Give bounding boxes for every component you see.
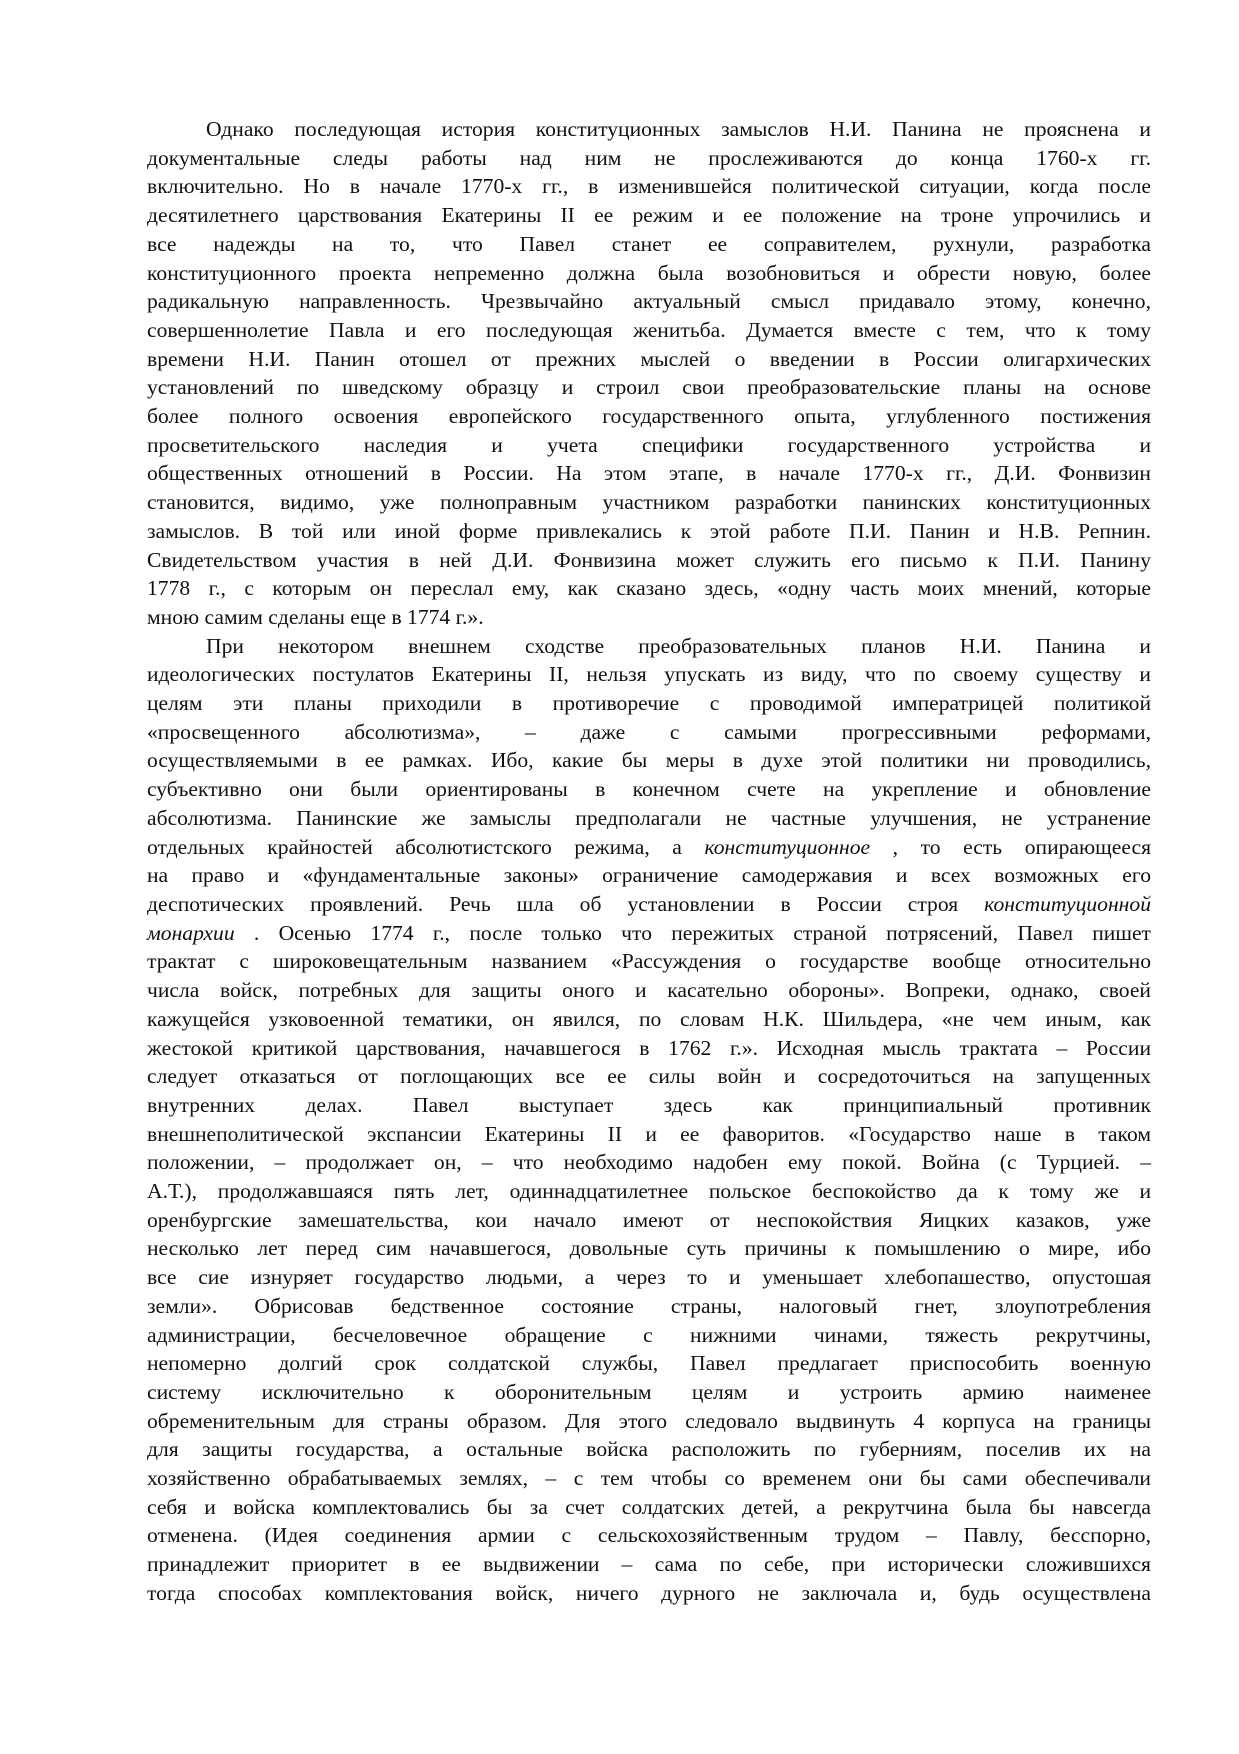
text-line	[147, 1148, 1151, 1177]
text-line	[147, 947, 1151, 976]
text-run: числа войск, потребных для защиты оного и касательно обороны». Вопреки, однако, своей	[147, 978, 1151, 1003]
text-line	[147, 1349, 1151, 1378]
text-line	[147, 861, 1151, 890]
text-line	[147, 1407, 1151, 1436]
text-line	[147, 775, 1151, 804]
text-run: следует отказаться от поглощающих все ее силы войн и сосредоточиться на запущенных	[147, 1064, 1151, 1089]
text-line	[147, 1177, 1151, 1206]
text-line	[147, 660, 1151, 689]
text-run: обременительным для страны образом. Для этого следовало выдвинуть 4 корпуса на границы	[147, 1408, 1151, 1433]
text-run: Однако последующая история конституционных замыслов Н.И. Панина не прояснена и	[206, 117, 1151, 141]
text-run: отменена. (Идея соединения армии с сельскохозяйственным трудом – Павлу, бесспорно,	[147, 1523, 1151, 1548]
text-run: все надежды на то, что Павел станет ее соправителем, рухнули, разработка	[147, 231, 1151, 256]
text-line	[147, 546, 1151, 575]
text-line	[147, 1091, 1151, 1120]
body-paragraph	[147, 115, 1151, 632]
text-line	[147, 890, 1151, 919]
text-run: положении, – продолжает он, – что необходимо надобен ему покой. Война (с Турцией. –	[147, 1150, 1151, 1175]
text-line	[147, 459, 1151, 488]
text-run: Свидетельством участия в ней Д.И. Фонвизина может служить его письмо к П.И. Панину	[147, 547, 1151, 572]
text-run: осуществляемыми в ее рамках. Ибо, какие бы меры в духе этой политики ни проводились,	[147, 748, 1151, 773]
document-page	[147, 115, 1151, 1608]
text-run: более полного освоения европейского государственного опыта, углубленного постижения	[147, 404, 1151, 429]
text-line	[147, 373, 1151, 402]
text-line	[147, 1550, 1151, 1579]
text-line	[147, 689, 1151, 718]
text-run: идеологических постулатов Екатерины II, нельзя упускать из виду, что по своему существу и	[147, 662, 1151, 687]
text-run: документальные следы работы над ним не прослеживаются до конца 1760-х гг.	[147, 145, 1151, 170]
text-line	[147, 1292, 1151, 1321]
text-run: кажущейся узковоенной тематики, он явился, по словам Н.К. Шильдера, «не чем иным, как	[147, 1006, 1151, 1031]
text-run: отдельных крайностей абсолютистского режима, а	[147, 834, 705, 859]
text-run: администрации, бесчеловечное обращение с нижними чинами, тяжесть рекрутчины,	[147, 1322, 1151, 1347]
text-run: времени Н.И. Панин отошел от прежних мыслей о введении в России олигархических	[147, 346, 1151, 371]
text-line	[147, 230, 1151, 259]
text-run: хозяйственно обрабатываемых землях, – с тем чтобы со временем они бы сами обеспечивали	[147, 1466, 1151, 1491]
text-run: радикальную направленность. Чрезвычайно актуальный смысл придавало этому, конечно,	[147, 289, 1151, 314]
text-run: жестокой критикой царствования, начавшегося в 1762 г.». Исходная мысль трактата – России	[147, 1035, 1151, 1060]
text-line	[147, 1579, 1151, 1608]
text-run: замыслов. В той или иной форме привлекались к этой работе П.И. Панин и Н.В. Репнин.	[147, 518, 1151, 543]
text-run: При некотором внешнем сходстве преобразовательных планов Н.И. Панина и	[206, 633, 1151, 658]
text-run: для защиты государства, а остальные войска расположить по губерниям, поселив их на	[147, 1437, 1151, 1462]
text-run: установлений по шведскому образцу и строил свои преобразовательские планы на основе	[147, 375, 1151, 400]
text-run: 1778 г., с которым он переслал ему, как сказано здесь, «одну часть моих мнений, которые	[147, 576, 1151, 601]
text-run: несколько лет перед сим начавшегося, довольные суть причины к помышлению о мире, ибо	[147, 1236, 1151, 1261]
text-line	[147, 402, 1151, 431]
text-line	[147, 1493, 1151, 1522]
text-line	[147, 201, 1151, 230]
text-line	[147, 1206, 1151, 1235]
italic-term: монархии	[147, 920, 235, 945]
text-line	[147, 287, 1151, 316]
text-run: совершеннолетие Павла и его последующая женитьба. Думается вместе с тем, что к тому	[147, 317, 1151, 342]
text-run: включительно. Но в начале 1770-х гг., в изменившейся политической ситуации, когда после	[147, 174, 1151, 199]
text-line	[147, 603, 1151, 632]
text-run: . Осенью 1774 г., после только что пережитых страной потрясений, Павел пишет	[234, 920, 1151, 945]
text-run: А.Т.), продолжавшаяся пять лет, одиннадцатилетнее польское беспокойство да к тому же и	[147, 1179, 1151, 1204]
text-line	[147, 1435, 1151, 1464]
text-run: «просвещенного абсолютизма», – даже с самыми прогрессивными реформами,	[147, 719, 1151, 744]
text-run: деспотических проявлений. Речь шла об установлении в России строя	[147, 891, 985, 916]
text-line	[147, 574, 1151, 603]
text-run: трактат с широковещательным названием «Рассуждения о государстве вообще относительно	[147, 949, 1151, 974]
text-run: десятилетнего царствования Екатерины II ее режим и ее положение на троне упрочились и	[147, 203, 1151, 228]
text-line	[147, 1378, 1151, 1407]
text-run: внутренних делах. Павел выступает здесь как принципиальный противник	[147, 1092, 1151, 1117]
text-line	[147, 345, 1151, 374]
text-line	[147, 1521, 1151, 1550]
text-line	[147, 718, 1151, 747]
text-line	[147, 1234, 1151, 1263]
text-line	[147, 1464, 1151, 1493]
text-line	[147, 1034, 1151, 1063]
text-run: целям эти планы приходили в противоречие с проводимой императрицей политикой	[147, 691, 1151, 716]
text-run: становится, видимо, уже полноправным участником разработки панинских конституционных	[147, 490, 1151, 515]
text-run: непомерно долгий срок солдатской службы, Павел предлагает приспособить военную	[147, 1351, 1151, 1376]
text-run: субъективно они были ориентированы в конечном счете на укрепление и обновление	[147, 777, 1151, 802]
text-run: тогда способах комплектования войск, ничего дурного не заключала и, будь осуществлена	[147, 1580, 1151, 1605]
text-line	[147, 115, 1151, 144]
text-run: на право и «фундаментальные законы» ограничение самодержавия и всех возможных его	[147, 863, 1151, 888]
text-run: земли». Обрисовав бедственное состояние страны, налоговый гнет, злоупотребления	[147, 1293, 1151, 1318]
text-line	[147, 259, 1151, 288]
text-run: все сие изнуряет государство людьми, а через то и уменьшает хлебопашество, опустошая	[147, 1265, 1151, 1290]
italic-term: конституционное	[704, 834, 871, 859]
text-line	[147, 804, 1151, 833]
text-line	[147, 172, 1151, 201]
text-run: мною самим сделаны еще в 1774 г.».	[147, 604, 484, 629]
text-line	[147, 833, 1151, 862]
text-run: систему исключительно к оборонительным целям и устроить армию наименее	[147, 1379, 1151, 1404]
text-line	[147, 1005, 1151, 1034]
text-line	[147, 1120, 1151, 1149]
text-line	[147, 316, 1151, 345]
text-line	[147, 976, 1151, 1005]
text-run: просветительского наследия и учета специфики государственного устройства и	[147, 432, 1151, 457]
text-line	[147, 746, 1151, 775]
text-line	[147, 144, 1151, 173]
text-run: оренбургские замешательства, кои начало имеют от неспокойствия Яицких казаков, уже	[147, 1207, 1151, 1232]
text-run: конституционного проекта непременно должна была возобновиться и обрести новую, более	[147, 260, 1151, 285]
text-line	[147, 1062, 1151, 1091]
body-paragraph	[147, 632, 1151, 1608]
text-line	[147, 517, 1151, 546]
text-run: принадлежит приоритет в ее выдвижении – сама по себе, при исторически сложившихся	[147, 1552, 1151, 1577]
italic-term: конституционной	[984, 891, 1151, 916]
text-line	[147, 1321, 1151, 1350]
text-line	[147, 431, 1151, 460]
text-run: , то есть опирающееся	[870, 834, 1152, 859]
text-line	[147, 1263, 1151, 1292]
text-line	[147, 632, 1151, 661]
text-line	[147, 488, 1151, 517]
text-run: абсолютизма. Панинские же замыслы предполагали не частные улучшения, не устранение	[147, 805, 1151, 830]
text-run: себя и войска комплектовались бы за счет солдатских детей, а рекрутчина была бы навсегда	[147, 1494, 1151, 1519]
text-line	[147, 919, 1151, 948]
text-run: внешнеполитической экспансии Екатерины II и ее фаворитов. «Государство наше в таком	[147, 1121, 1151, 1146]
text-run: общественных отношений в России. На этом этапе, в начале 1770-х гг., Д.И. Фонвизин	[147, 461, 1151, 486]
